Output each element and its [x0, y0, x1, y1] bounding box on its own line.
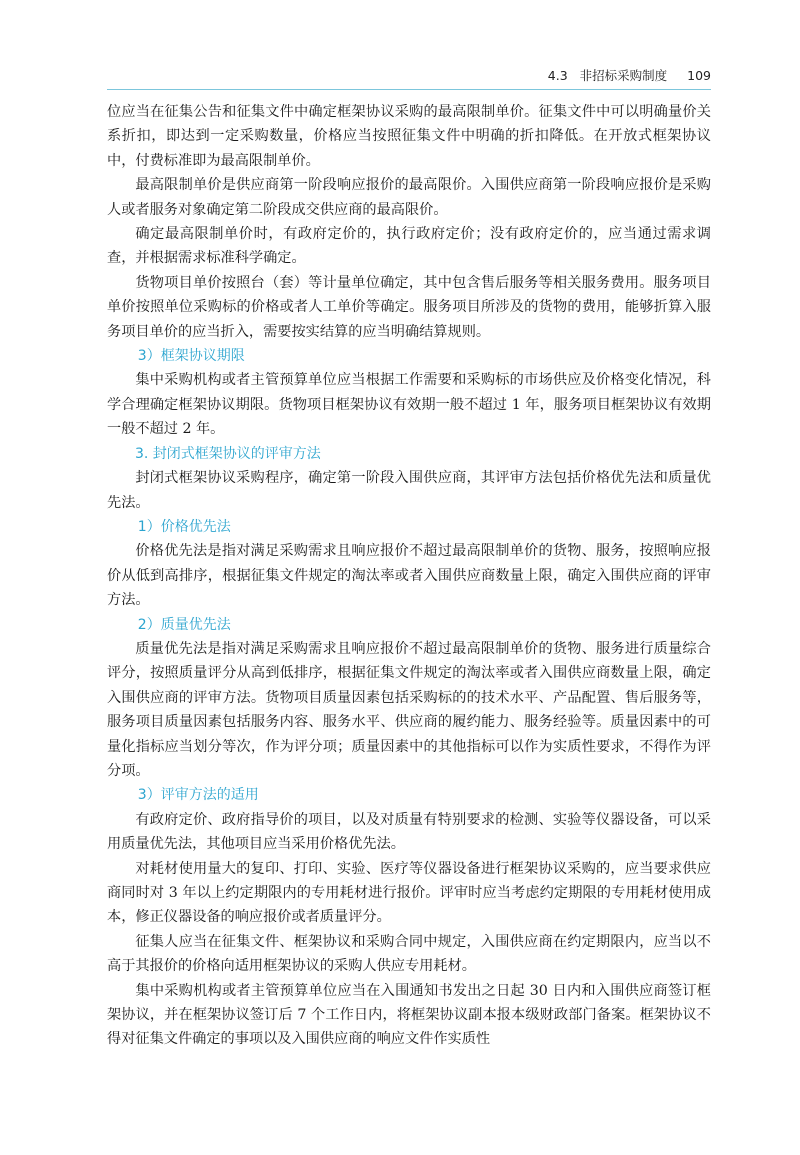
subheading-price-priority: 1）价格优先法: [137, 518, 231, 535]
paragraph: 价格优先法是指对满足采购需求且响应报价不超过最高限制单价的货物、服务，按照响应报价从低到高排序，根据征集文件规定的淘汰率或者入围供应商数量上限，确定入围供应商的评审方法。: [107, 543, 711, 609]
running-header: [107, 66, 711, 88]
header-section-title: 非招标采购制度: [579, 68, 668, 83]
paragraph: 质量优先法是指对满足采购需求且响应报价不超过最高限制单价的货物、服务进行质量综合评分，按照质量评分从高到低排序，根据征集文件规定的淘汰率或者入围供应商数量上限，确定入围供应商的评审方法。货物项目质量因素包括采购标的的技术水平、产品配置、售后服务等，服务项目质量因素包括服务内容、服务水平、供应商的履约能力、服务经验等。质量因素中的可量化指标应当划分等次，作为评分项；质量因素中的其他指标可以作为实质性要求，不得作为评分项。: [107, 640, 711, 779]
header-divider: [107, 89, 711, 90]
subheading-method-application: 3）评审方法的适用: [137, 787, 259, 804]
paragraph: 最高限制单价是供应商第一阶段响应报价的最高限价。入围供应商第一阶段响应报价是采购人或者服务对象确定第二阶段成交供应商的最高限价。: [107, 177, 711, 218]
page-body: [107, 100, 711, 1052]
paragraph: 货物项目单价按照台（套）等计量单位确定，其中包含售后服务等相关服务费用。服务项目单价按照单位采购标的价格或者人工单价等确定。服务项目所涉及的货物的费用，能够折算入服务项目单价的应当折入，需要按实结算的应当明确结算规则。: [107, 274, 711, 340]
paragraph: 征集人应当在征集文件、框架协议和采购合同中规定，入围供应商在约定期限内，应当以不高于其报价的价格向适用框架协议的采购人供应专用耗材。: [107, 933, 711, 975]
paragraph: 集中采购机构或者主管预算单位应当在入围通知书发出之日起 30 日内和入围供应商签订框架协议，并在框架协议签订后 7 个工作日内，将框架协议副本报本级财政部门备案。框架协议不得对征集文件确定的事项以及入围供应商的响应文件作实质性: [107, 982, 711, 1048]
page-number: 109: [687, 68, 711, 83]
subheading-term-limit: 3）框架协议期限: [137, 348, 245, 365]
paragraph: 封闭式框架协议采购程序，确定第一阶段入围供应商，其评审方法包括价格优先法和质量优先法。: [107, 470, 711, 511]
paragraph: 集中采购机构或者主管预算单位应当根据工作需要和采购标的市场供应及价格变化情况，科学合理确定框架协议期限。货物项目框架协议有效期一般不超过 1 年，服务项目框架协议有效期一般不超过 2 年。: [107, 372, 711, 438]
paragraph: 对耗材使用量大的复印、打印、实验、医疗等仪器设备进行框架协议采购的，应当要求供应商同时对 3 年以上约定期限内的专用耗材进行报价。评审时应当考虑约定期限的专用耗材使用成本，修正仪器设备的响应报价或者质量评分。: [107, 860, 711, 926]
paragraph: 确定最高限制单价时，有政府定价的，执行政府定价；没有政府定价的，应当通过需求调查，并根据需求标准科学确定。: [107, 226, 711, 267]
paragraph: 有政府定价、政府指导价的项目，以及对质量有特别要求的检测、实验等仪器设备，可以采用质量优先法，其他项目应当采用价格优先法。: [107, 811, 711, 853]
heading-evaluation-methods: 3. 封闭式框架协议的评审方法: [135, 445, 321, 462]
header-section-number: 4.3: [547, 68, 568, 83]
subheading-quality-priority: 2）质量优先法: [137, 616, 231, 633]
paragraph: 位应当在征集公告和征集文件中确定框架协议采购的最高限制单价。征集文件中可以明确量价关系折扣，即达到一定采购数量，价格应当按照征集文件中明确的折扣降低。在开放式框架协议中，付费标准即为最高限制单价。: [107, 104, 711, 169]
